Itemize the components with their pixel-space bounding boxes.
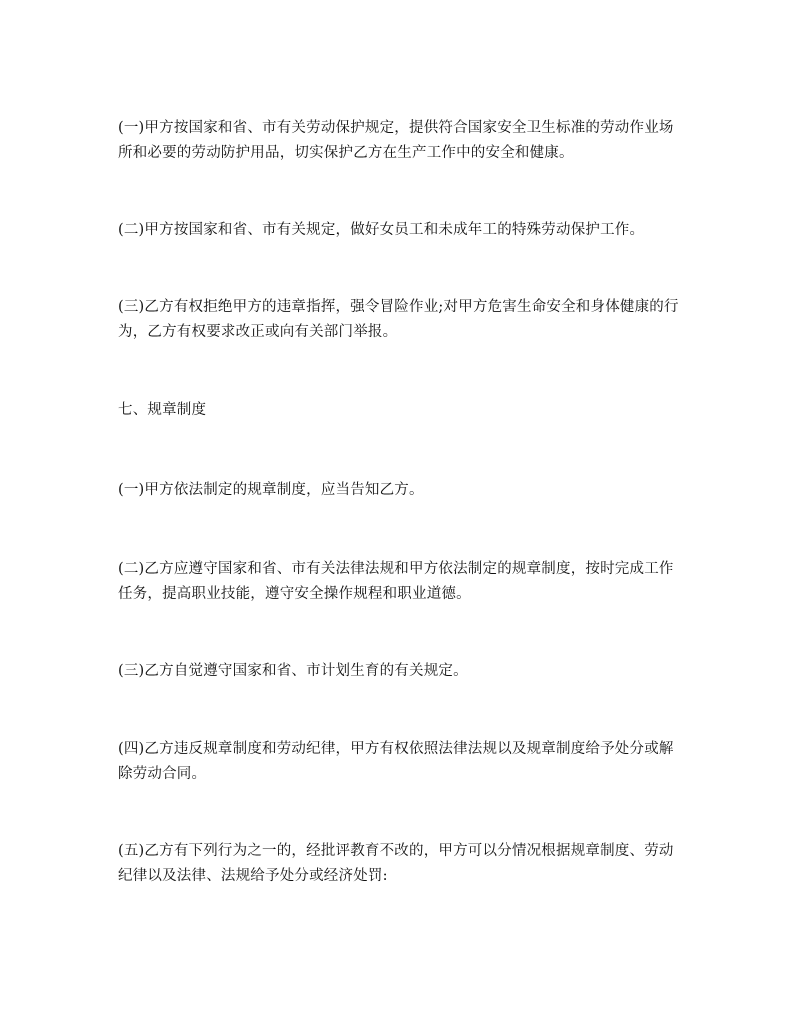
paragraph-rules-5: (五)乙方有下列行为之一的，经批评教育不改的，甲方可以分情况根据规章制度、劳动纪律以及法律、法规给予处分或经济处罚:: [118, 843, 674, 884]
paragraph-rules-1: (一)甲方依法制定的规章制度，应当告知乙方。: [118, 482, 424, 498]
paragraph-labor-protection-3: (三)乙方有权拒绝甲方的违章指挥，强令冒险作业;对甲方危害生命安全和身体健康的行为，乙方有权要求改正或向有关部门举报。: [118, 299, 679, 340]
section-heading-rules: 七、规章制度: [118, 402, 207, 418]
paragraph-rules-2: (二)乙方应遵守国家和省、市有关法律法规和甲方依法制定的规章制度，按时完成工作任务，提高职业技能，遵守安全操作规程和职业道德。: [118, 561, 674, 602]
paragraph-labor-protection-2: (二)甲方按国家和省、市有关规定，做好女员工和未成年工的特殊劳动保护工作。: [118, 222, 645, 238]
paragraph-labor-protection-1: (一)甲方按国家和省、市有关劳动保护规定，提供符合国家安全卫生标准的劳动作业场所和必要的劳动防护用品，切实保护乙方在生产工作中的安全和健康。: [118, 120, 674, 161]
paragraph-rules-3: (三)乙方自觉遵守国家和省、市计划生育的有关规定。: [118, 663, 468, 679]
paragraph-rules-4: (四)乙方违反规章制度和劳动纪律，甲方有权依照法律法规以及规章制度给予处分或解除劳动合同。: [118, 741, 674, 782]
